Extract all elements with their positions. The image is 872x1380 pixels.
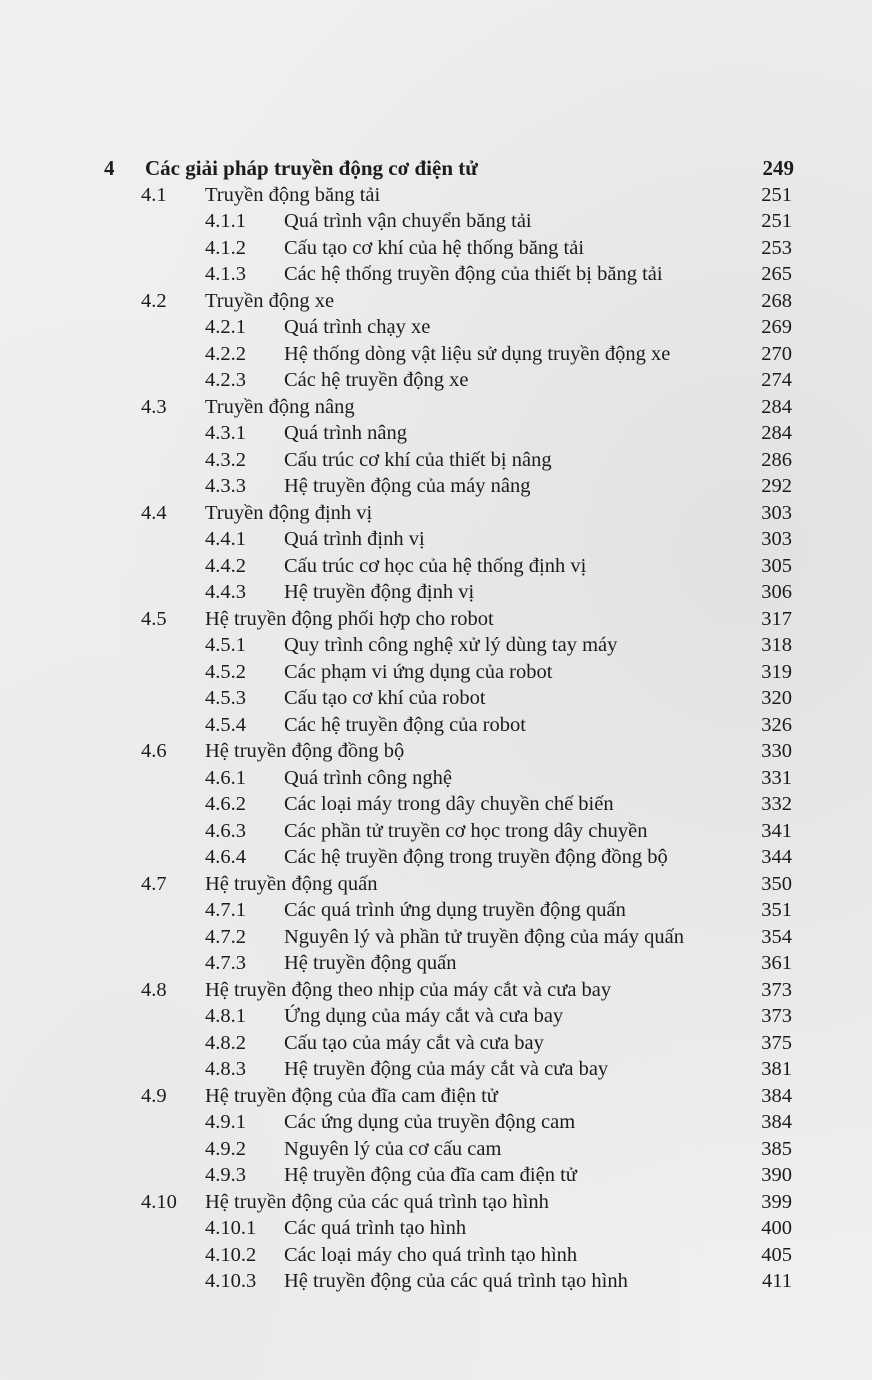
toc-section-row <box>0 500 872 527</box>
toc-entry-title: Hệ truyền động của các quá trình tạo hình <box>205 1190 549 1213</box>
toc-entry-title: Hệ truyền động phối hợp cho robot <box>205 607 494 630</box>
toc-sub-row <box>0 685 872 712</box>
toc-entry-page-number: 384 <box>761 1084 792 1107</box>
toc-entry-title: Các hệ truyền động trong truyền động đồng bộ <box>284 846 668 868</box>
toc-entry-title: Cấu trúc cơ khí của thiết bị nâng <box>284 448 552 471</box>
toc-sub-row <box>0 632 872 659</box>
toc-entry-title: Hệ truyền động quấn <box>284 952 457 974</box>
toc-entry-number: 4.4 <box>141 501 167 524</box>
toc-entry-number: 4.5.4 <box>205 713 246 736</box>
toc-entry-number: 4.2 <box>141 289 167 312</box>
toc-entry-title: Hệ truyền động của đĩa cam điện tử <box>284 1164 577 1186</box>
toc-entry-title: Hệ truyền động của máy nâng <box>284 475 531 497</box>
toc-entry-number: 4.1.1 <box>205 210 246 232</box>
toc-entry-page-number: 331 <box>761 766 792 789</box>
toc-entry-page-number: 373 <box>761 978 792 1001</box>
toc-section-row <box>0 394 872 421</box>
toc-entry-page-number: 344 <box>761 846 792 868</box>
toc-entry-number: 4.6.3 <box>205 819 246 842</box>
toc-entry-title: Quá trình nâng <box>284 422 407 444</box>
toc-sub-row <box>0 712 872 739</box>
toc-entry-page-number: 318 <box>761 634 792 656</box>
toc-entry-number: 4.9.2 <box>205 1137 246 1160</box>
toc-entry-page-number: 306 <box>761 581 792 603</box>
toc-entry-title: Truyền động định vị <box>205 501 373 524</box>
toc-entry-page-number: 375 <box>761 1031 792 1054</box>
toc-sub-row <box>0 844 872 871</box>
toc-entry-title: Các giải pháp truyền động cơ điện tử <box>145 156 478 180</box>
toc-entry-title: Các hệ truyền động của robot <box>284 713 526 736</box>
toc-entry-title: Truyền động nâng <box>205 395 355 418</box>
toc-entry-number: 4.8 <box>141 978 167 1001</box>
toc-entry-page-number: 284 <box>761 395 792 418</box>
toc-entry-number: 4.3.3 <box>205 475 246 497</box>
toc-entry-number: 4.7.2 <box>205 925 246 948</box>
toc-entry-title: Truyền động băng tải <box>205 183 381 206</box>
toc-entry-page-number: 381 <box>761 1058 792 1080</box>
toc-chapter-row <box>0 155 872 182</box>
toc-entry-number: 4.5.3 <box>205 687 246 709</box>
toc-entry-page-number: 317 <box>761 607 792 630</box>
toc-section-row <box>0 1189 872 1216</box>
toc-sub-row <box>0 314 872 341</box>
toc-entry-title: Cấu trúc cơ học của hệ thống định vị <box>284 554 587 577</box>
toc-entry-page-number: 330 <box>761 740 792 762</box>
toc-entry-page-number: 249 <box>762 156 794 180</box>
toc-entry-title: Các loại máy cho quá trình tạo hình <box>284 1243 578 1266</box>
toc-sub-row <box>0 420 872 447</box>
toc-sub-row <box>0 765 872 792</box>
toc-entry-number: 4.3 <box>141 395 167 418</box>
toc-entry-page-number: 351 <box>761 899 792 921</box>
toc-entry-title: Cấu tạo cơ khí của robot <box>284 687 486 709</box>
toc-entry-title: Hệ truyền động quấn <box>205 872 378 895</box>
toc-entry-number: 4.6.4 <box>205 846 246 868</box>
toc-entry-number: 4.6.2 <box>205 793 246 815</box>
toc-entry-title: Hệ truyền động theo nhịp của máy cắt và cưa bay <box>205 978 612 1001</box>
toc-entry-page-number: 269 <box>761 316 792 338</box>
toc-entry-number: 4.10.2 <box>205 1243 257 1266</box>
toc-entry-title: Các phạm vi ứng dụng của robot <box>284 660 553 683</box>
toc-section-row <box>0 288 872 315</box>
toc-entry-page-number: 384 <box>761 1111 792 1133</box>
toc-entry-page-number: 286 <box>761 448 792 471</box>
toc-entry-page-number: 265 <box>761 263 792 285</box>
toc-entry-number: 4.1.3 <box>205 263 246 285</box>
toc-entry-title: Các loại máy trong dây chuyền chế biến <box>284 793 614 815</box>
toc-entry-title: Các hệ truyền động xe <box>284 369 469 391</box>
toc-entry-title: Các quá trình tạo hình <box>284 1217 467 1239</box>
toc-entry-number: 4.5.1 <box>205 634 246 656</box>
toc-sub-row <box>0 447 872 474</box>
toc-entry-title: Các quá trình ứng dụng truyền động quấn <box>284 899 626 921</box>
toc-entry-number: 4.2.2 <box>205 342 246 365</box>
toc-entry-page-number: 350 <box>761 872 792 895</box>
toc-sub-row <box>0 1242 872 1269</box>
toc-entry-number: 4.4.3 <box>205 581 246 603</box>
toc-entry-page-number: 390 <box>761 1164 792 1186</box>
toc-sub-row <box>0 950 872 977</box>
toc-entry-number: 4.10.1 <box>205 1217 257 1239</box>
toc-entry-title: Hệ thống dòng vật liệu sử dụng truyền động xe <box>284 342 671 365</box>
toc-entry-page-number: 320 <box>761 687 792 709</box>
toc-entry-title: Cấu tạo của máy cắt và cưa bay <box>284 1031 544 1054</box>
toc-section-row <box>0 606 872 633</box>
toc-sub-row <box>0 1215 872 1242</box>
toc-entry-title: Hệ truyền động của đĩa cam điện tử <box>205 1084 498 1107</box>
toc-sub-row <box>0 579 872 606</box>
toc-entry-title: Quá trình chạy xe <box>284 316 431 338</box>
toc-entry-title: Ứng dụng của máy cắt và cưa bay <box>284 1005 564 1027</box>
toc-entry-number: 4.8.3 <box>205 1058 246 1080</box>
toc-entry-page-number: 405 <box>761 1243 792 1266</box>
toc-sub-row <box>0 553 872 580</box>
toc-entry-page-number: 341 <box>761 819 792 842</box>
toc-entry-number: 4.6.1 <box>205 766 246 789</box>
toc-entry-page-number: 399 <box>761 1190 792 1213</box>
toc-sub-row <box>0 341 872 368</box>
toc-sub-row <box>0 791 872 818</box>
toc-entry-page-number: 332 <box>761 793 792 815</box>
toc-entry-page-number: 284 <box>761 422 792 444</box>
toc-entry-page-number: 268 <box>761 289 792 312</box>
toc-entry-number: 4.10 <box>141 1190 177 1213</box>
toc-entry-page-number: 303 <box>761 501 792 524</box>
toc-entry-page-number: 385 <box>761 1137 792 1160</box>
toc-entry-number: 4.3.2 <box>205 448 246 471</box>
toc-sub-row <box>0 367 872 394</box>
toc-entry-page-number: 361 <box>761 952 792 974</box>
toc-entry-title: Hệ truyền động của các quá trình tạo hình <box>284 1270 628 1292</box>
toc-entry-page-number: 251 <box>761 183 792 206</box>
toc-entry-title: Nguyên lý và phần tử truyền động của máy quấn <box>284 925 684 948</box>
toc-section-row <box>0 871 872 898</box>
toc-entry-page-number: 354 <box>761 925 792 948</box>
toc-sub-row <box>0 1056 872 1083</box>
toc-entry-number: 4.2.3 <box>205 369 246 391</box>
toc-entry-title: Các ứng dụng của truyền động cam <box>284 1111 576 1133</box>
toc-entry-number: 4.4.2 <box>205 554 246 577</box>
toc-sub-row <box>0 208 872 235</box>
toc-sub-row <box>0 473 872 500</box>
toc-sub-row <box>0 235 872 262</box>
toc-entry-number: 4.2.1 <box>205 316 246 338</box>
toc-entry-number: 4.8.1 <box>205 1005 246 1027</box>
toc-entry-number: 4.7 <box>141 872 167 895</box>
toc-entry-page-number: 373 <box>761 1005 792 1027</box>
table-of-contents <box>0 155 872 1295</box>
toc-entry-page-number: 411 <box>762 1270 792 1292</box>
toc-entry-title: Cấu tạo cơ khí của hệ thống băng tải <box>284 236 585 259</box>
toc-entry-page-number: 326 <box>761 713 792 736</box>
toc-entry-page-number: 274 <box>761 369 792 391</box>
toc-section-row <box>0 182 872 209</box>
toc-sub-row <box>0 1003 872 1030</box>
toc-entry-page-number: 253 <box>761 236 792 259</box>
toc-sub-row <box>0 261 872 288</box>
toc-sub-row <box>0 526 872 553</box>
toc-entry-number: 4.1.2 <box>205 236 246 259</box>
toc-sub-row <box>0 1030 872 1057</box>
toc-section-row <box>0 738 872 765</box>
toc-entry-title: Các hệ thống truyền động của thiết bị băng tải <box>284 263 663 285</box>
toc-entry-number: 4.5 <box>141 607 167 630</box>
toc-entry-title: Truyền động xe <box>205 289 335 312</box>
toc-entry-number: 4.3.1 <box>205 422 246 444</box>
toc-entry-page-number: 303 <box>761 528 792 550</box>
toc-entry-title: Hệ truyền động đồng bộ <box>205 740 405 762</box>
toc-section-row <box>0 1083 872 1110</box>
toc-sub-row <box>0 897 872 924</box>
toc-entry-number: 4.9 <box>141 1084 167 1107</box>
toc-sub-row <box>0 818 872 845</box>
toc-entry-number: 4.8.2 <box>205 1031 246 1054</box>
toc-entry-number: 4.7.1 <box>205 899 246 921</box>
toc-entry-page-number: 305 <box>761 554 792 577</box>
toc-entry-page-number: 251 <box>761 210 792 232</box>
toc-entry-title: Quá trình công nghệ <box>284 766 452 789</box>
toc-entry-page-number: 270 <box>761 342 792 365</box>
toc-entry-number: 4.10.3 <box>205 1270 257 1292</box>
toc-sub-row <box>0 1136 872 1163</box>
toc-sub-row <box>0 1268 872 1295</box>
toc-entry-number: 4.4.1 <box>205 528 246 550</box>
toc-sub-row <box>0 1109 872 1136</box>
toc-entry-number: 4.9.1 <box>205 1111 246 1133</box>
toc-entry-number: 4.1 <box>141 183 167 206</box>
toc-entry-number: 4.7.3 <box>205 952 246 974</box>
toc-entry-page-number: 400 <box>761 1217 792 1239</box>
toc-entry-page-number: 292 <box>761 475 792 497</box>
toc-entry-page-number: 319 <box>761 660 792 683</box>
toc-entry-title: Quá trình vận chuyển băng tải <box>284 210 532 232</box>
toc-section-row <box>0 977 872 1004</box>
toc-entry-title: Nguyên lý của cơ cấu cam <box>284 1137 502 1160</box>
toc-entry-number: 4.5.2 <box>205 660 246 683</box>
toc-sub-row <box>0 1162 872 1189</box>
toc-entry-number: 4.6 <box>141 740 167 762</box>
toc-entry-title: Hệ truyền động định vị <box>284 581 475 603</box>
toc-entry-title: Quy trình công nghệ xử lý dùng tay máy <box>284 634 618 656</box>
toc-entry-title: Quá trình định vị <box>284 528 425 550</box>
toc-sub-row <box>0 659 872 686</box>
toc-entry-number: 4 <box>104 156 115 180</box>
toc-sub-row <box>0 924 872 951</box>
toc-entry-title: Hệ truyền động của máy cắt và cưa bay <box>284 1058 609 1080</box>
toc-entry-title: Các phần tử truyền cơ học trong dây chuyền <box>284 819 648 842</box>
toc-entry-number: 4.9.3 <box>205 1164 246 1186</box>
